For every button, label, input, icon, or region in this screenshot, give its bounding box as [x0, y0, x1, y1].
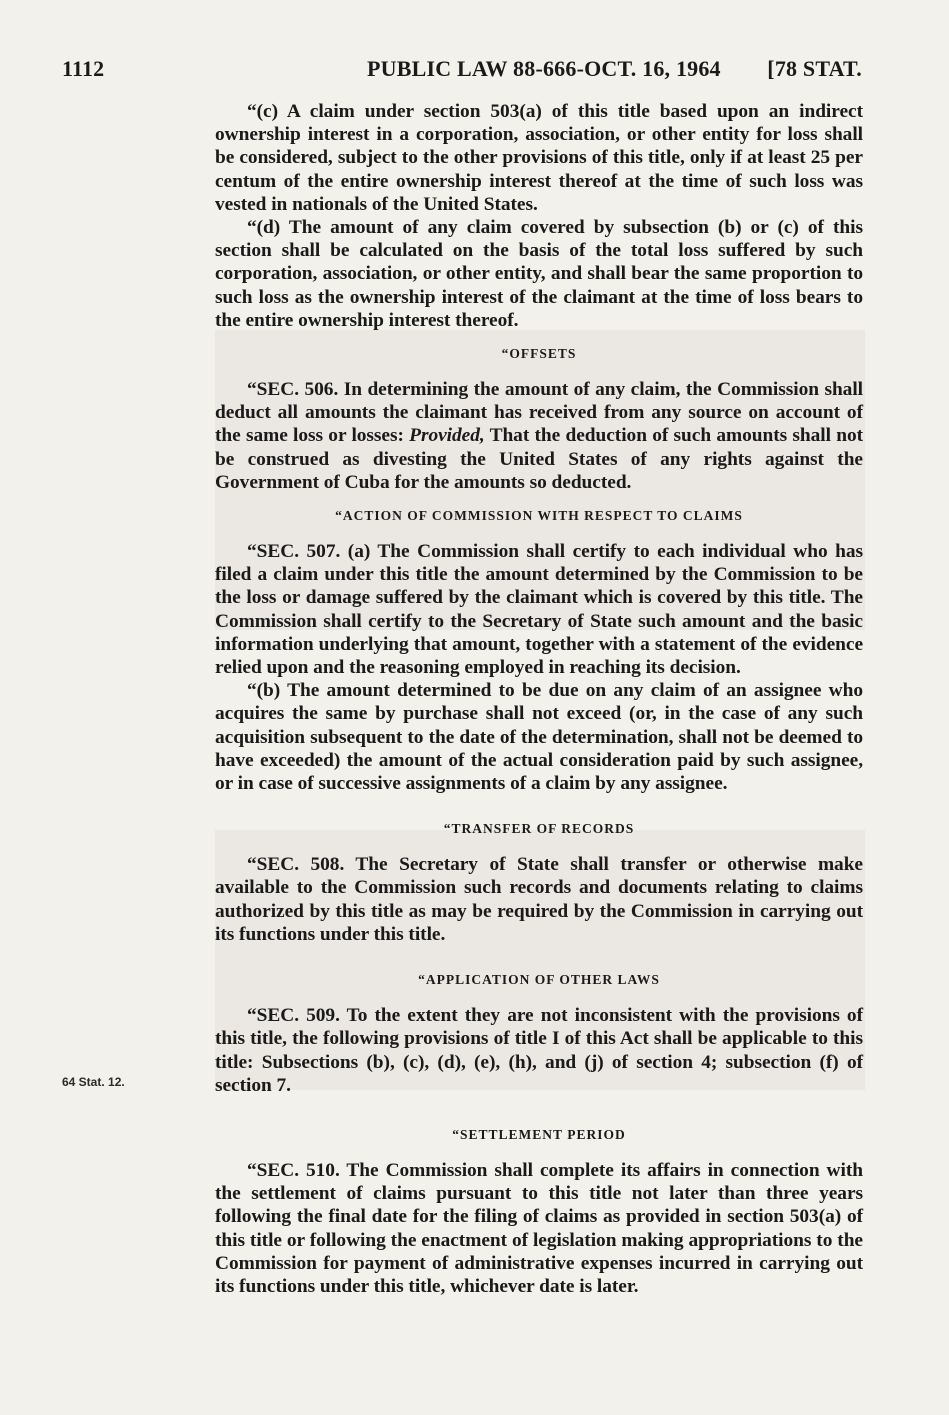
- paragraph-sec-510: “SEC. 510. The Commission shall complete its affairs in connection with the settlement of claims pursuant to this title not later than three years following the final date for the filing of claims as provided in section 503(a) of this title or following the enactment of legislation making appropriations to the Commission for payment of administrative expenses incurred in carrying out its functions under this title, whichever date is later.: [215, 1159, 863, 1297]
- sec-506-italic: Provided,: [409, 425, 485, 447]
- heading-settlement-period: “SETTLEMENT PERIOD: [452, 1126, 626, 1142]
- paragraph-503d: “(d) The amount of any claim covered by subsection (b) or (c) of this section shall be calculated on the basis of the total loss suffered by such corporation, association, or other entity, and shall bear the same proportion to such loss as the ownership interest of the claimant at the time of loss bears to the entire ownership interest thereof.: [215, 217, 863, 331]
- heading-action-of-commission: “ACTION OF COMMISSION WITH RESPECT TO CLAIMS: [335, 508, 743, 524]
- page-number: 1112: [62, 56, 105, 81]
- sec-506-text-a: “SEC. 506. In determining the amount of any claim, the Commission shall deduct all amounts the claimant has received from any source on account of the same loss or losses:: [215, 379, 863, 447]
- paragraph-sec-508: “SEC. 508. The Secretary of State shall transfer or otherwise make available to the Commission such records and documents relating to claims authorized by this title as may be required by the Commission in carrying out its functions under this title.: [215, 854, 863, 945]
- paragraph-sec-507b: “(b) The amount determined to be due on any claim of an assignee who acquires the same by purchase shall not exceed (or, in the case of any such acquisition subsequent to the date of the determination, shall not be deemed to have exceeded) the amount of the actual consideration paid by such assignee, or in case of successive assignments of a claim by any assignee.: [215, 680, 863, 795]
- paragraph-sec-509: “SEC. 509. To the extent they are not inconsistent with the provisions of this title, the following provisions of title I of this Act shall be applicable to this title: Subsections (b), (c), (d), (e), (h), and (j) of section 4; subsection (f) of section 7.: [215, 1005, 863, 1096]
- header-title: PUBLIC LAW 88-666-OCT. 16, 1964: [367, 56, 721, 81]
- body-text: [215, 100, 863, 1298]
- heading-offsets: “OFFSETS: [501, 346, 577, 362]
- page-header: [62, 56, 862, 86]
- paragraph-503c: “(c) A claim under section 503(a) of this title based upon an indirect ownership interest in a corporation, association, or other entity for loss shall be considered, subject to the other provisions of this title, only if at least 25 per centum of the entire ownership interest thereof at the time of such loss was vested in nationals of the United States.: [215, 101, 863, 215]
- sec-506-text-b: That the deduction of such amounts shall not be construed as divesting the United States of any rights against the Government of Cuba for the amounts so deducted.: [215, 425, 864, 493]
- heading-transfer-of-records: “TRANSFER OF RECORDS: [443, 821, 635, 837]
- paragraph-sec-507a: “SEC. 507. (a) The Commission shall certify to each individual who has filed a claim under this title the amount determined by the Commission to be the loss or damage suffered by the claimant which is covered by this title. The Commission shall certify to the Secretary of State such amount and the basic information underlying that amount, together with a statement of the evidence relied upon and the reasoning employed in reaching its decision.: [215, 541, 863, 679]
- paragraph-sec-506: [215, 378, 863, 494]
- margin-citation: 64 Stat. 12.: [62, 1075, 125, 1089]
- heading-application-of-other-laws: “APPLICATION OF OTHER LAWS: [418, 972, 660, 988]
- statute-reference: [78 STAT.: [767, 56, 862, 81]
